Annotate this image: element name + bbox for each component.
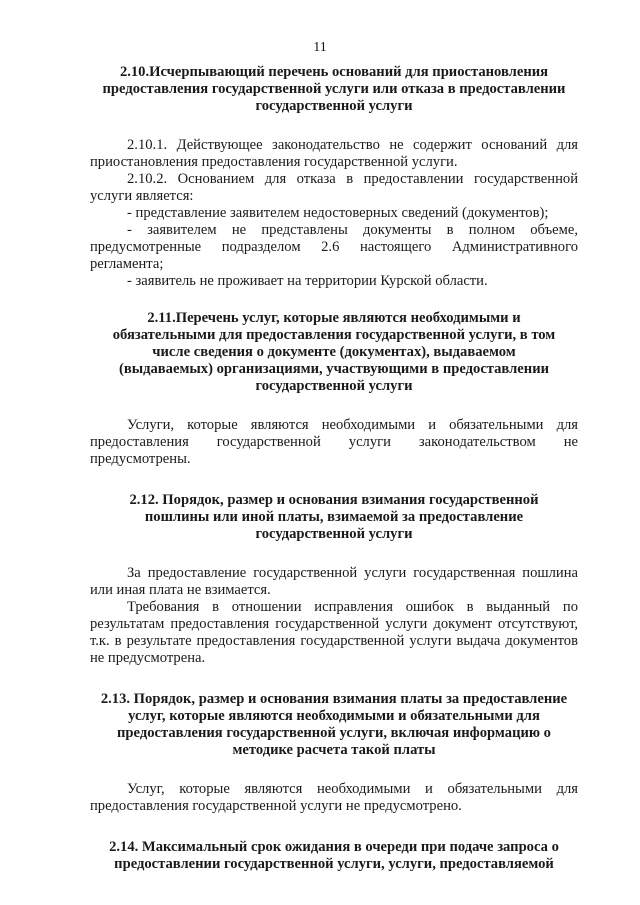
refusal-ground-item: - заявитель не проживает на территории Курской области. xyxy=(127,273,488,289)
section-2-13-paragraph: Услуг, которые являются необходимыми и обязательными для предоставления государственной услуги не предусмотрено. xyxy=(90,781,578,814)
section-2-14-heading: 2.14. Максимальный срок ожидания в очереди при подаче запроса о предоставлении государственной услуги, услуги, предоставляемой xyxy=(109,839,559,872)
refusal-ground-item: - заявителем не представлены документы в полном объеме, предусмотренные подразделом 2.6 настоящего Административного регламента; xyxy=(90,222,578,272)
refusal-ground-item: - представление заявителем недостоверных сведений (документов); xyxy=(127,205,549,221)
section-2-12-heading: 2.12. Порядок, размер и основания взимания государственной пошлины или иной платы, взимаемой за предоставление государственной услуги xyxy=(129,492,539,542)
section-2-12-paragraph-corrections: Требования в отношении исправления ошибок в выданный по результатам предоставления государственной услуги документ отсутствуют, т.к. в результате предоставления государственной услуги выдача документов не предусмотрена. xyxy=(90,599,578,666)
page-number: 11 xyxy=(313,40,327,55)
section-2-10-heading: 2.10.Исчерпывающий перечень оснований для приостановления предоставления государственной услуги или отказа в предоставлении государственной услуги xyxy=(102,64,566,114)
section-2-13-heading: 2.13. Порядок, размер и основания взимания платы за предоставление услуг, которые являются необходимыми и обязательными для предоставления государственной услуги, включая информацию о методике расчета такой платы xyxy=(100,691,568,758)
section-2-11-heading: 2.11.Перечень услуг, которые являются необходимыми и обязательными для предоставления государственной услуги, в том числе сведения о документе (документах), выдаваемом (выдаваемых) организациями, участвующими в предоставлении государственной услуги xyxy=(112,310,556,394)
section-2-12-paragraph-fee: За предоставление государственной услуги государственная пошлина или иная плата не взимается. xyxy=(90,565,578,598)
page-content xyxy=(90,64,578,873)
section-2-10-1-paragraph: 2.10.1. Действующее законодательство не содержит оснований для приостановления предоставления государственной услуги. xyxy=(90,137,578,170)
section-2-11-paragraph: Услуги, которые являются необходимыми и обязательными для предоставления государственной услуги законодательством не предусмотрены. xyxy=(90,417,578,467)
section-2-10-2-paragraph: 2.10.2. Основанием для отказа в предоставлении государственной услуги является: xyxy=(90,171,578,204)
